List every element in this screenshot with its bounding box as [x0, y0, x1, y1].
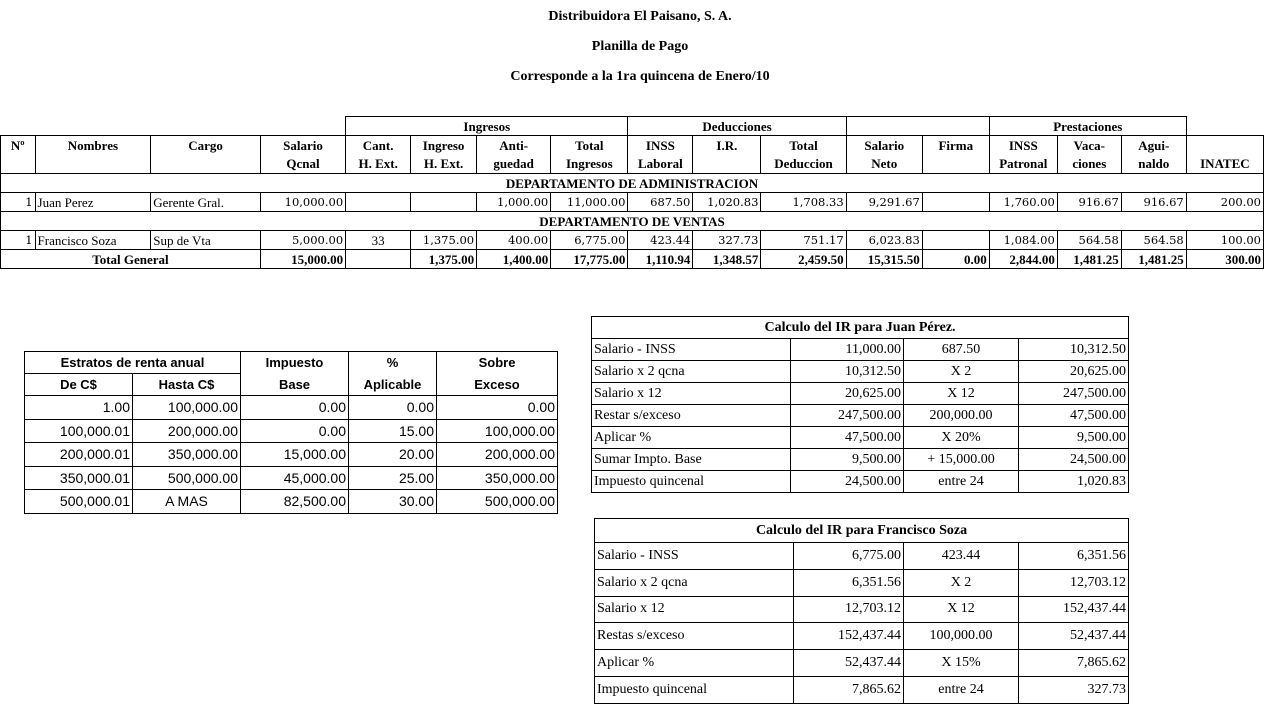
column-header: Anti-: [477, 136, 551, 155]
table-row: [25, 396, 558, 420]
column-header: [1186, 136, 1263, 155]
bracket-cell: 0.00: [349, 396, 437, 420]
column-header-row-2: [1, 155, 1264, 174]
table-row: [1, 193, 1264, 212]
calc-step-label: Restas s/exceso: [595, 623, 794, 650]
table-cell: 564.58: [1057, 231, 1121, 250]
header-hasta: Hasta C$: [133, 374, 241, 396]
column-header: Cargo: [151, 136, 261, 155]
calc-step-label: Impuesto quincenal: [592, 471, 791, 493]
table-cell: 5,000.00: [260, 231, 345, 250]
total-cell: 300.00: [1186, 250, 1263, 269]
group-deducciones: Deducciones: [628, 117, 846, 136]
bracket-cell: 82,500.00: [241, 490, 349, 514]
calc-row: [595, 543, 1129, 570]
ir-calc-francisco-table: [594, 518, 1129, 704]
employee-role: Sup de Vta: [151, 231, 261, 250]
header-impuesto: Impuesto: [241, 352, 349, 374]
calc-value: 12,703.12: [1019, 569, 1129, 596]
bracket-cell: 100,000.01: [25, 419, 133, 443]
column-header: guedad: [477, 155, 551, 174]
calc-value: X 12: [904, 383, 1019, 405]
table-cell: 6,775.00: [551, 231, 628, 250]
calc-value: X 2: [904, 569, 1019, 596]
column-header: Total: [551, 136, 628, 155]
calc-value: X 15%: [904, 650, 1019, 677]
table-row: [25, 443, 558, 467]
period-subtitle: Corresponde a la 1ra quincena de Enero/10: [510, 69, 770, 84]
header-aplicable: Aplicable: [349, 374, 437, 396]
calc-step-label: Salario x 12: [595, 596, 794, 623]
calc-value: 247,500.00: [1019, 383, 1129, 405]
employee-name: Juan Perez: [35, 193, 151, 212]
table-cell: 1: [1, 193, 36, 212]
column-header: Neto: [846, 155, 922, 174]
total-cell: 17,775.00: [551, 250, 628, 269]
column-header-row-1: [1, 136, 1264, 155]
table-cell: 1,000.00: [477, 193, 551, 212]
calc-value: 11,000.00: [791, 339, 904, 361]
header-exceso: Exceso: [437, 374, 558, 396]
calc-row: [592, 361, 1129, 383]
calc-value: 24,500.00: [1019, 449, 1129, 471]
department-name: DEPARTAMENTO DE VENTAS: [1, 212, 1264, 231]
calc-value: 52,437.44: [794, 650, 904, 677]
calc-value: 687.50: [904, 339, 1019, 361]
bracket-cell: 500,000.00: [437, 490, 558, 514]
column-header: H. Ext.: [411, 155, 477, 174]
table-cell: 1: [1, 231, 36, 250]
calc-title-row: [592, 317, 1129, 339]
calc-value: 47,500.00: [1019, 405, 1129, 427]
calc-row: [592, 471, 1129, 493]
calc-step-label: Impuesto quincenal: [595, 676, 794, 703]
total-cell: 1,481.25: [1121, 250, 1186, 269]
table-cell: 33: [346, 231, 411, 250]
table-cell: 1,084.00: [989, 231, 1057, 250]
company-name: Distribuidora El Paisano, S. A.: [548, 9, 732, 24]
calc-value: 247,500.00: [791, 405, 904, 427]
table-cell: [346, 193, 411, 212]
column-header: Ingreso: [411, 136, 477, 155]
total-cell: 1,400.00: [477, 250, 551, 269]
header-de: De C$: [25, 374, 133, 396]
calc-row: [595, 650, 1129, 677]
calc-title-row: [595, 519, 1129, 543]
employee-name: Francisco Soza: [35, 231, 151, 250]
total-cell: 1,481.25: [1057, 250, 1121, 269]
column-header-blank: [1, 155, 36, 174]
bracket-cell: 350,000.01: [25, 466, 133, 490]
calc-row: [595, 676, 1129, 703]
bracket-cell: 20.00: [349, 443, 437, 467]
bracket-cell: 30.00: [349, 490, 437, 514]
table-cell: 751.17: [761, 231, 846, 250]
calc-step-label: Salario - INSS: [595, 543, 794, 570]
calc-value: 152,437.44: [794, 623, 904, 650]
calc-value: 52,437.44: [1019, 623, 1129, 650]
employee-role: Gerente Gral.: [151, 193, 261, 212]
calc-step-label: Sumar Impto. Base: [592, 449, 791, 471]
header-estratos: Estratos de renta anual: [25, 352, 241, 374]
table-cell: 916.67: [1057, 193, 1121, 212]
calc-title: Calculo del IR para Juan Pérez.: [592, 317, 1129, 339]
bracket-cell: A MAS: [133, 490, 241, 514]
table-cell: [922, 193, 989, 212]
column-header: naldo: [1121, 155, 1186, 174]
document-title: Planilla de Pago: [591, 39, 689, 54]
bracket-cell: 200,000.00: [133, 419, 241, 443]
column-header: H. Ext.: [346, 155, 411, 174]
column-header: INATEC: [1186, 155, 1263, 174]
total-cell: 2,844.00: [989, 250, 1057, 269]
table-cell: [922, 231, 989, 250]
bracket-cell: 45,000.00: [241, 466, 349, 490]
payroll-table: [0, 116, 1264, 269]
department-row: [1, 212, 1264, 231]
group-ingresos: Ingresos: [346, 117, 628, 136]
column-header: Laboral: [628, 155, 693, 174]
column-header: I.R.: [693, 136, 761, 155]
table-cell: 200.00: [1186, 193, 1263, 212]
column-header: INSS: [989, 136, 1057, 155]
calc-value: X 2: [904, 361, 1019, 383]
calc-value: 7,865.62: [794, 676, 904, 703]
table-cell: 100.00: [1186, 231, 1263, 250]
calc-value: 200,000.00: [904, 405, 1019, 427]
bracket-cell: 15.00: [349, 419, 437, 443]
bracket-cell: 350,000.00: [133, 443, 241, 467]
bracket-cell: 0.00: [241, 396, 349, 420]
calc-value: entre 24: [904, 676, 1019, 703]
calc-row: [592, 383, 1129, 405]
calc-value: X 20%: [904, 427, 1019, 449]
column-header: Total: [761, 136, 846, 155]
calc-value: 10,312.50: [1019, 339, 1129, 361]
calc-value: 20,625.00: [791, 383, 904, 405]
calc-value: 20,625.00: [1019, 361, 1129, 383]
table-cell: 687.50: [628, 193, 693, 212]
total-cell: 1,348.57: [693, 250, 761, 269]
calc-row: [595, 623, 1129, 650]
calc-title: Calculo del IR para Francisco Soza: [595, 519, 1129, 543]
table-cell: 327.73: [693, 231, 761, 250]
calc-value: 9,500.00: [791, 449, 904, 471]
bracket-cell: 200,000.01: [25, 443, 133, 467]
column-header: INSS: [628, 136, 693, 155]
brackets-header-row-2: [25, 374, 558, 396]
column-header: ciones: [1057, 155, 1121, 174]
table-cell: 9,291.67: [846, 193, 922, 212]
bracket-cell: 25.00: [349, 466, 437, 490]
table-cell: 564.58: [1121, 231, 1186, 250]
column-header-blank: [35, 155, 151, 174]
table-cell: [411, 193, 477, 212]
calc-value: 9,500.00: [1019, 427, 1129, 449]
calc-value: entre 24: [904, 471, 1019, 493]
calc-row: [595, 596, 1129, 623]
calc-value: 1,020.83: [1019, 471, 1129, 493]
column-header: Ingresos: [551, 155, 628, 174]
calc-value: 12,703.12: [794, 596, 904, 623]
header-pct: %: [349, 352, 437, 374]
bracket-cell: 200,000.00: [437, 443, 558, 467]
table-cell: 1,375.00: [411, 231, 477, 250]
department-name: DEPARTAMENTO DE ADMINISTRACION: [1, 174, 1264, 193]
calc-value: 6,351.56: [1019, 543, 1129, 570]
calc-row: [592, 427, 1129, 449]
brackets-header-row-1: [25, 352, 558, 374]
total-cell: 1,110.94: [628, 250, 693, 269]
department-row: [1, 174, 1264, 193]
calc-value: 152,437.44: [1019, 596, 1129, 623]
total-cell: 15,315.50: [846, 250, 922, 269]
column-header: Vaca-: [1057, 136, 1121, 155]
total-cell: [346, 250, 411, 269]
calc-value: 47,500.00: [791, 427, 904, 449]
tax-brackets-table: [24, 351, 558, 514]
bracket-cell: 15,000.00: [241, 443, 349, 467]
table-cell: 1,020.83: [693, 193, 761, 212]
column-header: Salario: [846, 136, 922, 155]
calc-row: [592, 405, 1129, 427]
calc-value: X 12: [904, 596, 1019, 623]
total-cell: 15,000.00: [260, 250, 345, 269]
bracket-cell: 500,000.01: [25, 490, 133, 514]
column-header: [922, 155, 989, 174]
total-label: Total General: [1, 250, 261, 269]
bracket-cell: 500,000.00: [133, 466, 241, 490]
column-header: Firma: [922, 136, 989, 155]
calc-value: 327.73: [1019, 676, 1129, 703]
calc-step-label: Aplicar %: [592, 427, 791, 449]
table-cell: 400.00: [477, 231, 551, 250]
column-header: Deduccion: [761, 155, 846, 174]
total-cell: 0.00: [922, 250, 989, 269]
calc-value: 423.44: [904, 543, 1019, 570]
bracket-cell: 350,000.00: [437, 466, 558, 490]
calc-row: [595, 569, 1129, 596]
bracket-cell: 100,000.00: [437, 419, 558, 443]
total-cell: 1,375.00: [411, 250, 477, 269]
group-header-row: [1, 117, 1264, 136]
table-row: [25, 490, 558, 514]
bracket-cell: 100,000.00: [133, 396, 241, 420]
column-header: Nº: [1, 136, 36, 155]
header-sobre: Sobre: [437, 352, 558, 374]
total-row: [1, 250, 1264, 269]
table-cell: 1,708.33: [761, 193, 846, 212]
bracket-cell: 0.00: [437, 396, 558, 420]
calc-step-label: Restar s/exceso: [592, 405, 791, 427]
calc-value: 10,312.50: [791, 361, 904, 383]
calc-value: 6,775.00: [794, 543, 904, 570]
calc-step-label: Salario x 2 qcna: [595, 569, 794, 596]
table-cell: 916.67: [1121, 193, 1186, 212]
column-header-blank: [151, 155, 261, 174]
calc-value: 24,500.00: [791, 471, 904, 493]
bracket-cell: 1.00: [25, 396, 133, 420]
table-cell: 11,000.00: [551, 193, 628, 212]
column-header: Agui-: [1121, 136, 1186, 155]
calc-step-label: Salario - INSS: [592, 339, 791, 361]
column-header: Qcnal: [260, 155, 345, 174]
bracket-cell: 0.00: [241, 419, 349, 443]
calc-value: 6,351.56: [794, 569, 904, 596]
table-row: [25, 419, 558, 443]
calc-step-label: Aplicar %: [595, 650, 794, 677]
table-cell: 423.44: [628, 231, 693, 250]
table-cell: 6,023.83: [846, 231, 922, 250]
table-row: [25, 466, 558, 490]
calc-value: + 15,000.00: [904, 449, 1019, 471]
calc-value: 7,865.62: [1019, 650, 1129, 677]
ir-calc-juan-table: [591, 316, 1129, 493]
calc-row: [592, 449, 1129, 471]
group-prestaciones: Prestaciones: [989, 117, 1186, 136]
calc-value: 100,000.00: [904, 623, 1019, 650]
calc-row: [592, 339, 1129, 361]
calc-step-label: Salario x 12: [592, 383, 791, 405]
column-header: Nombres: [35, 136, 151, 155]
table-cell: 10,000.00: [260, 193, 345, 212]
column-header: Patronal: [989, 155, 1057, 174]
column-header: Salario: [260, 136, 345, 155]
table-cell: 1,760.00: [989, 193, 1057, 212]
header-base: Base: [241, 374, 349, 396]
column-header: Cant.: [346, 136, 411, 155]
column-header: [693, 155, 761, 174]
table-row: [1, 231, 1264, 250]
calc-step-label: Salario x 2 qcna: [592, 361, 791, 383]
total-cell: 2,459.50: [761, 250, 846, 269]
